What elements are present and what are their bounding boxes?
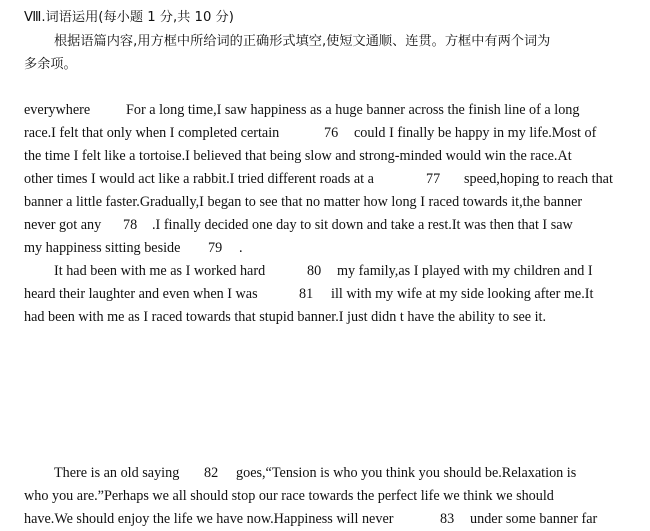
passage-line-6 (24, 216, 628, 234)
passage-line-1 (24, 101, 628, 119)
blank-82: 82 (204, 465, 219, 481)
word-box-last-word: everywhere (24, 102, 91, 118)
passage-line-10: had been with me as I raced towards that stupid banner.I just didn t have the ability to see it. (24, 309, 547, 325)
blank-76: 76 (324, 125, 339, 141)
passage-line-11 (54, 464, 628, 482)
instruction-line-1: 根据语篇内容,用方框中所给词的正确形式填空,使短文通顺、连贯。方框中有两个词为 (54, 34, 551, 49)
passage-line-9 (24, 285, 628, 303)
passage-line-3: the time I felt like a tortoise.I believed that being slow and strong-minded would win the race.At (24, 148, 572, 164)
passage-line-12: who you are.”Perhaps we all should stop our race towards the perfect life we think we should (24, 488, 554, 504)
passage-text: . (239, 240, 243, 256)
blank-79: 79 (208, 240, 223, 256)
passage-line-5: banner a little faster.Gradually,I began to see that no matter how long I raced towards it,the banner (24, 194, 583, 210)
passage-line-7 (24, 239, 628, 257)
passage-text: never got any (24, 217, 102, 233)
passage-text: under some banner far (470, 511, 598, 527)
passage-line-8 (54, 262, 628, 280)
blank-80: 80 (307, 263, 322, 279)
instruction-line-2: 多余项。 (24, 57, 77, 72)
section-heading: Ⅷ.词语运用(每小题 1 分,共 10 分) (24, 10, 234, 25)
passage-text: my family,as I played with my children and I (337, 263, 593, 279)
passage-text: For a long time,I saw happiness as a huge banner across the finish line of a long (126, 102, 580, 118)
blank-78: 78 (123, 217, 138, 233)
passage-text: speed,hoping to reach that (464, 171, 613, 187)
passage-text: other times I would act like a rabbit.I tried different roads at a (24, 171, 374, 187)
passage-text: .I finally decided one day to sit down and take a rest.It was then that I saw (152, 217, 573, 233)
passage-line-2 (24, 124, 628, 142)
passage-line-4 (24, 170, 628, 188)
passage-text: have.We should enjoy the life we have now.Happiness will never (24, 511, 394, 527)
passage-text: It had been with me as I worked hard (54, 263, 266, 279)
passage-text: could I finally be happy in my life.Most of (354, 125, 597, 141)
passage-text: heard their laughter and even when I was (24, 286, 258, 302)
passage-text: goes,“Tension is who you think you should be.Relaxation is (236, 465, 577, 481)
blank-81: 81 (299, 286, 314, 302)
passage-text: race.I felt that only when I completed certain (24, 125, 280, 141)
passage-text: my happiness sitting beside (24, 240, 181, 256)
blank-83: 83 (440, 511, 455, 527)
blank-77: 77 (426, 171, 441, 187)
passage-line-13 (24, 510, 628, 528)
passage-text: There is an old saying (54, 465, 180, 481)
passage-text: ill with my wife at my side looking after me.It (331, 286, 594, 302)
